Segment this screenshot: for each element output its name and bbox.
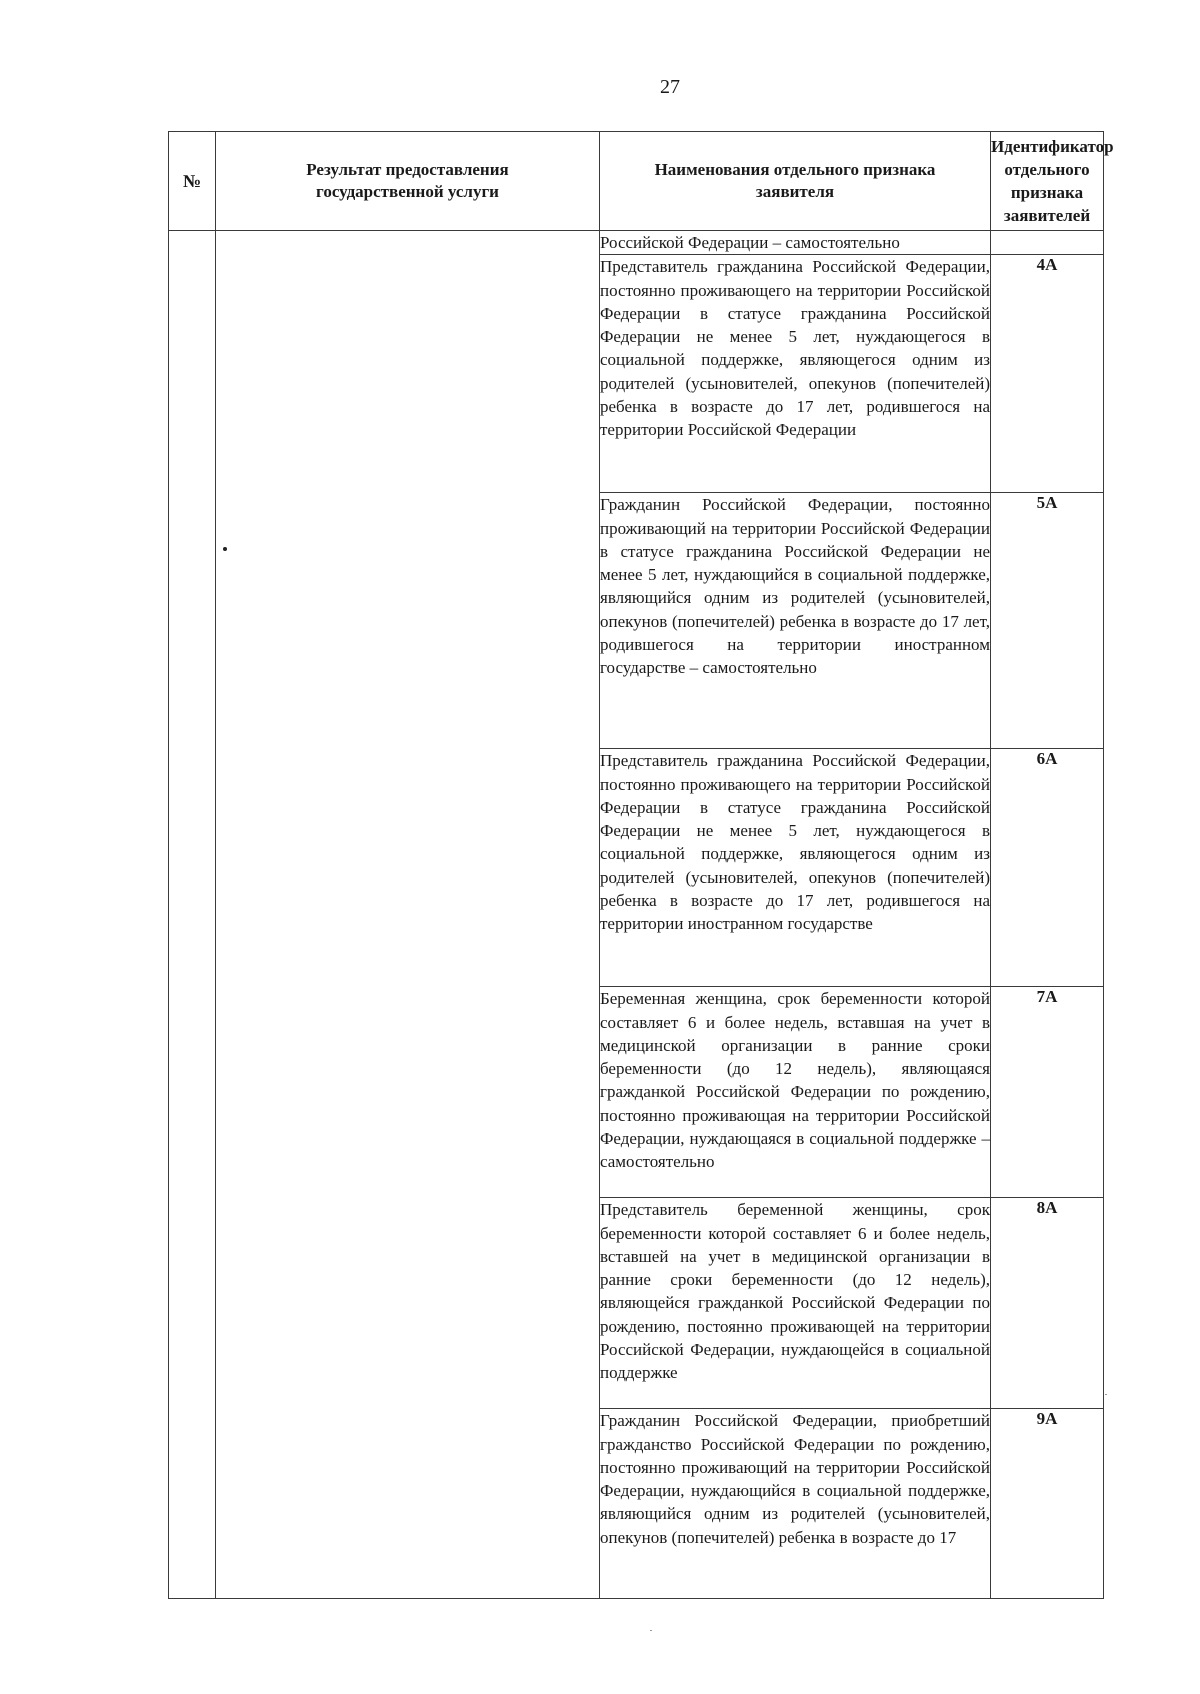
header-identifier: Идентификатор отдельного признака заявителей — [991, 132, 1104, 231]
criterion-description: Российской Федерации – самостоятельно — [600, 231, 991, 255]
table-header-row — [169, 132, 1104, 231]
criterion-description: Беременная женщина, срок беременности которой составляет 6 и более недель, вставшая на учет в медицинской организации в ранние сроки беременности (до 12 недель), являющаяся гражданкой Российской Федерации по рождению, постоянно проживающая на территории Российской Федерации, нуждающаяся в социальной поддержке – самостоятельно — [600, 987, 991, 1198]
header-number: № — [169, 132, 216, 231]
header-criterion-name: Наименования отдельного признака заявителя — [600, 132, 991, 231]
criterion-identifier — [991, 231, 1104, 255]
number-cell — [169, 231, 216, 1599]
header-result: Результат предоставления государственной услуги — [216, 132, 600, 231]
criterion-identifier: 7А — [991, 987, 1104, 1198]
criterion-identifier: 6А — [991, 749, 1104, 987]
criterion-description: Представитель беременной женщины, срок беременности которой составляет 6 и более недель, вставшей на учет в медицинской организации в ранние сроки беременности (до 12 недель), являющейся гражданкой Российской Федерации по рождению, постоянно проживающей на территории Российской Федерации, нуждающейся в социальной поддержке — [600, 1198, 991, 1409]
scan-speck — [650, 1630, 652, 1631]
criterion-identifier: 4А — [991, 255, 1104, 493]
page-number: 27 — [660, 76, 680, 98]
criterion-description: Гражданин Российской Федерации, постоянно проживающий на территории Российской Федерации в статусе гражданина Российской Федерации не менее 5 лет, нуждающийся в социальной поддержке, являющийся одним из родителей (усыновителей, опекунов (попечителей) ребенка в возрасте до 17 лет, родившегося на территории иностранном государстве – самостоятельно — [600, 493, 991, 749]
result-cell — [216, 231, 600, 1599]
criterion-identifier: 5А — [991, 493, 1104, 749]
applicant-criteria-table — [168, 131, 1114, 1599]
scan-dot-mark — [223, 547, 227, 551]
table-row — [169, 231, 1104, 255]
criterion-description: Представитель гражданина Российской Федерации, постоянно проживающего на территории Российской Федерации в статусе гражданина Российской Федерации не менее 5 лет, нуждающегося в социальной поддержке, являющегося одним из родителей (усыновителей, опекунов (попечителей) ребенка в возрасте до 17 лет, родившегося на территории иностранном государстве — [600, 749, 991, 987]
criterion-description: Представитель гражданина Российской Федерации, постоянно проживающего на территории Российской Федерации в статусе гражданина Российской Федерации не менее 5 лет, нуждающегося в социальной поддержке, являющегося одним из родителей (усыновителей, опекунов (попечителей) ребенка в возрасте до 17 лет, родившегося на территории Российской Федерации — [600, 255, 991, 493]
scan-speck — [1105, 1394, 1107, 1395]
criterion-identifier: 8А — [991, 1198, 1104, 1409]
criterion-identifier: 9А — [991, 1409, 1104, 1599]
criterion-description: Гражданин Российской Федерации, приобретший гражданство Российской Федерации по рождению, постоянно проживающий на территории Российской Федерации, нуждающийся в социальной поддержке, являющийся одним из родителей (усыновителей, опекунов (попечителей) ребенка в возрасте до 17 — [600, 1409, 991, 1599]
